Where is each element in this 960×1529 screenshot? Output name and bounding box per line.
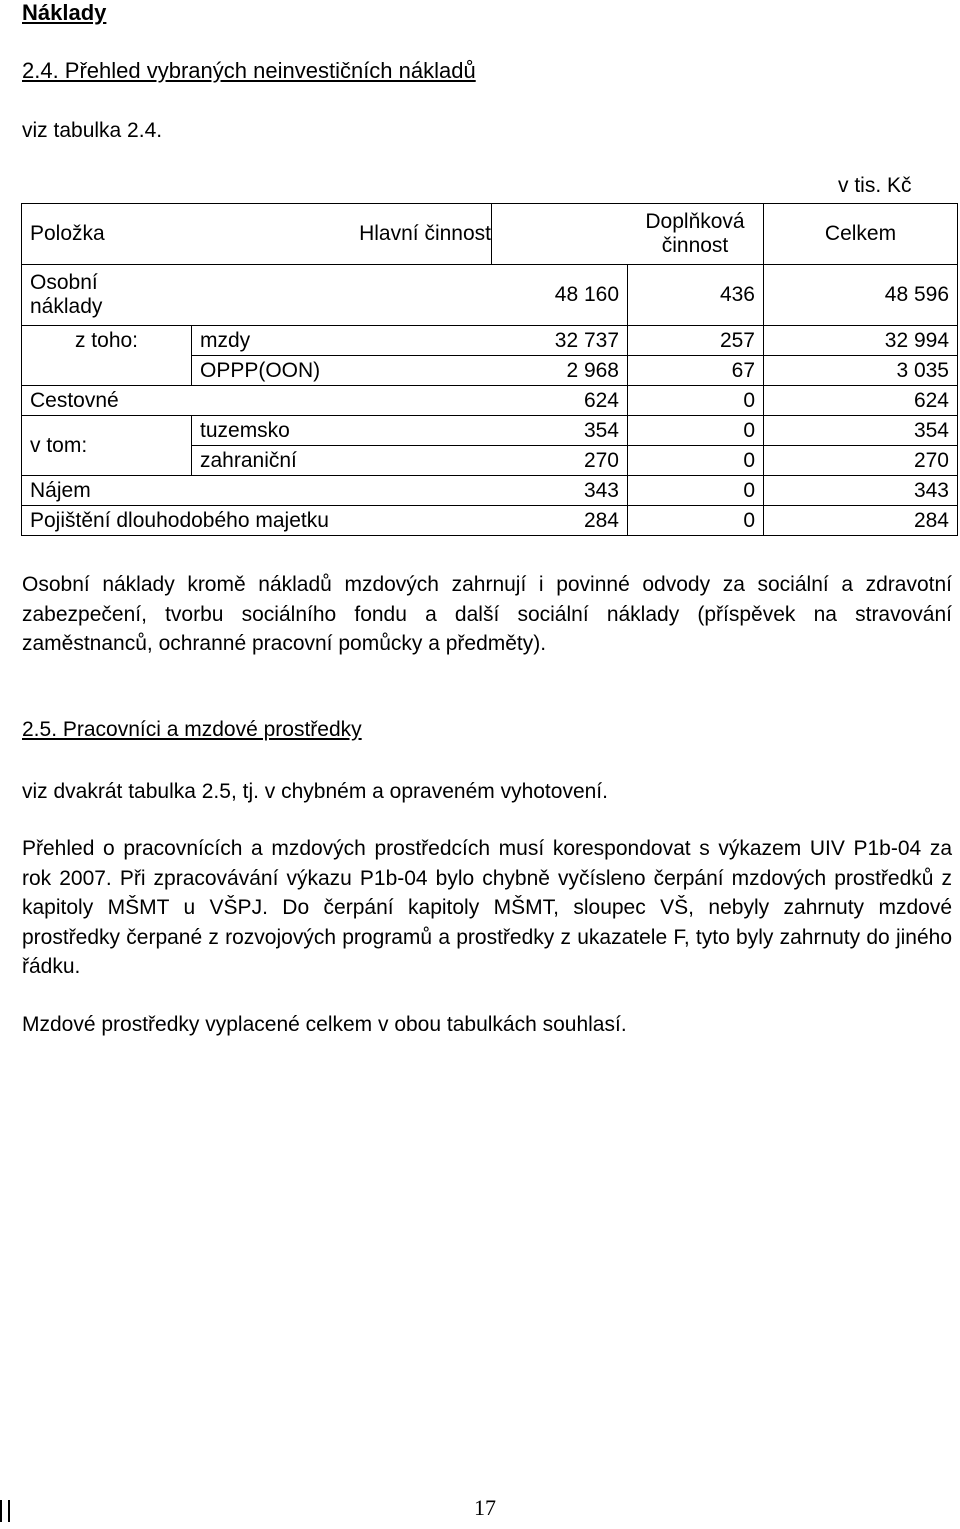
- row-side: 67: [628, 356, 764, 386]
- table-header-row: [22, 204, 958, 265]
- row-main: 624: [492, 386, 628, 416]
- row-side: 436: [628, 265, 764, 326]
- row-main: 2 968: [492, 356, 628, 386]
- row-side: 0: [628, 476, 764, 506]
- row-main: 32 737: [492, 326, 628, 356]
- table-row: [22, 506, 958, 536]
- unit-label: v tis. Kč: [838, 174, 912, 197]
- row-side: 0: [628, 416, 764, 446]
- costs-table: [21, 203, 958, 536]
- row-label: v tom:: [22, 416, 192, 476]
- row-sub: zahraniční: [192, 446, 492, 476]
- footer-rule-right: [8, 1500, 10, 1522]
- row-side: 0: [628, 446, 764, 476]
- header-total: Celkem: [764, 204, 958, 265]
- row-total: 48 596: [764, 265, 958, 326]
- row-label: Nájem: [22, 476, 192, 506]
- page-number: 17: [474, 1495, 496, 1520]
- row-label: Cestovné: [22, 386, 192, 416]
- costs-note: Osobní náklady kromě nákladů mzdových zahrnují i povinné odvody za sociální a zdravotní zabezpečení, tvorbu sociálního fondu a další sociální náklady (příspěvek na stravování zaměstnanců, ochranné pracovní pomůcky a předměty).: [22, 573, 952, 655]
- row-total: 354: [764, 416, 958, 446]
- section-2-5-paragraph-1: Přehled o pracovnících a mzdových prostředcích musí korespondovat s výkazem UIV P1b-04 za rok 2007. Při zpracovávání výkazu P1b-04 bylo chybně vyčísleno čerpání mzdových prostředků z kapitoly MŠMT u VŠPJ. Do čerpání kapitoly MŠMT, sloupec VŠ, nebyly zahrnuty mzdové prostředky čerpané z rozvojových programů a prostředky z ukazatele F, tyto byly zahrnuty do jiného řádku.: [22, 837, 952, 978]
- table-row: [22, 386, 958, 416]
- header-item: Položka: [22, 204, 192, 265]
- row-sub: tuzemsko: [192, 416, 492, 446]
- table-row: [22, 416, 958, 446]
- row-label: Osobní náklady: [22, 265, 192, 326]
- row-sub: OPPP(OON): [192, 356, 492, 386]
- row-total: 3 035: [764, 356, 958, 386]
- row-side: 0: [628, 506, 764, 536]
- row-total: 624: [764, 386, 958, 416]
- row-total: 270: [764, 446, 958, 476]
- page-heading: Náklady: [22, 0, 107, 25]
- table-row: [22, 265, 958, 326]
- header-side-line2: činnost: [661, 234, 729, 257]
- section-2-4-ref: viz tabulka 2.4.: [22, 119, 163, 142]
- row-total: 32 994: [764, 326, 958, 356]
- header-side: [492, 204, 764, 265]
- table-row: [22, 476, 958, 506]
- header-main: Hlavní činnost: [192, 204, 492, 265]
- row-side: 257: [628, 326, 764, 356]
- section-2-5-paragraph-2: Mzdové prostředky vyplacené celkem v obou tabulkách souhlasí.: [22, 1013, 627, 1036]
- row-label: Pojištění dlouhodobého majetku: [22, 506, 492, 536]
- section-2-5-title: 2.5. Pracovníci a mzdové prostředky: [22, 718, 362, 741]
- row-main: 354: [492, 416, 628, 446]
- row-side: 0: [628, 386, 764, 416]
- row-total: 284: [764, 506, 958, 536]
- header-side-line1: Doplňková: [645, 210, 745, 233]
- row-main: 270: [492, 446, 628, 476]
- row-total: 343: [764, 476, 958, 506]
- footer-rule-left: [0, 1500, 2, 1522]
- table-row: [22, 326, 958, 356]
- section-2-4-title: 2.4. Přehled vybraných neinvestičních nákladů: [22, 58, 476, 83]
- row-label: z toho:: [22, 326, 192, 356]
- table-row: [22, 356, 958, 386]
- row-sub: mzdy: [192, 326, 492, 356]
- row-main: 343: [492, 476, 628, 506]
- row-main: 284: [492, 506, 628, 536]
- row-main: 48 160: [492, 265, 628, 326]
- section-2-5-ref: viz dvakrát tabulka 2.5, tj. v chybném a opraveném vyhotovení.: [22, 780, 608, 803]
